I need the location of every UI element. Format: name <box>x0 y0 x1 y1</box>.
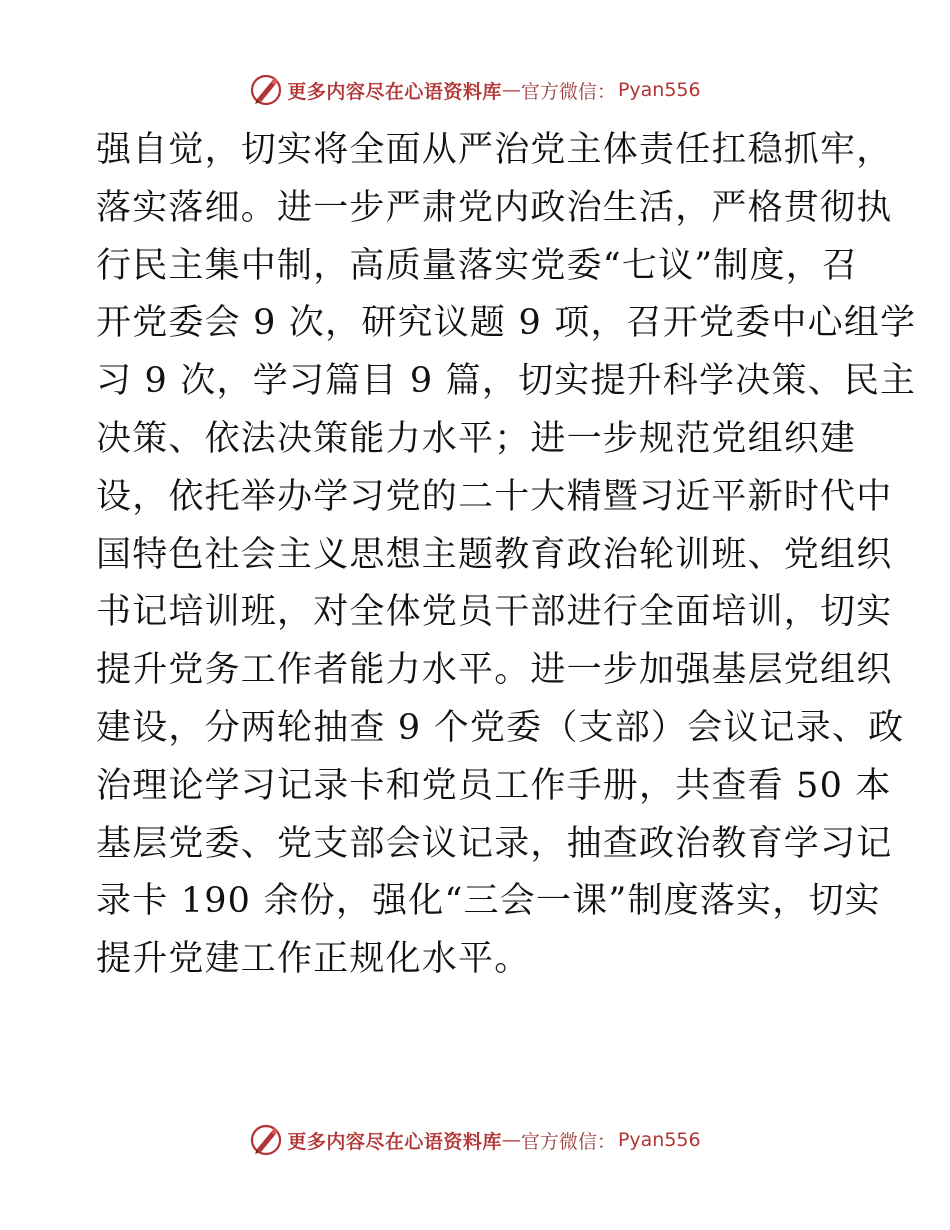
text-line: 习 9 次，学习篇目 9 篇，切实提升科学决策、民主 <box>96 361 917 402</box>
watermark-separator: — <box>501 1129 521 1151</box>
footer-watermark <box>0 1120 950 1160</box>
watermark-wechat-label: 官方微信： <box>520 80 616 103</box>
pen-logo-icon <box>249 73 283 107</box>
text-line: 基层党委、党支部会议记录，抽查政治教育学习记 <box>96 823 893 864</box>
pen-logo-icon <box>249 1123 283 1157</box>
text-line: 国特色社会主义思想主题教育政治轮训班、党组织 <box>96 534 893 575</box>
text-line: 强自觉，切实将全面从严治党主体责任扛稳抓牢， <box>96 130 893 170</box>
text-line: 录卡 190 余份，强化“三会一课”制度落实，切实 <box>96 881 881 922</box>
text-line: 书记培训班，对全体党员干部进行全面培训，切实 <box>96 592 893 633</box>
text-line: 设，依托举办学习党的二十大精暨习近平新时代中 <box>96 476 893 517</box>
watermark-wechat-id: Pyan556 <box>617 1129 701 1151</box>
header-watermark <box>0 70 950 110</box>
watermark-wechat-id: Pyan556 <box>617 79 701 101</box>
text-line: 提升党务工作者能力水平。进一步加强基层党组织 <box>96 650 893 691</box>
watermark-wechat-label: 官方微信： <box>520 1130 616 1153</box>
text-line: 提升党建工作正规化水平。 <box>96 939 531 980</box>
text-line: 治理论学习记录卡和党员工作手册，共查看 50 本 <box>96 765 892 806</box>
watermark-separator: — <box>501 79 521 101</box>
watermark-main-text: 更多内容尽在心语资料库 <box>287 80 502 103</box>
text-line: 落实落细。进一步严肃党内政治生活，严格贯彻执 <box>96 187 893 228</box>
text-line: 行民主集中制，高质量落实党委“七议”制度，召 <box>96 245 859 286</box>
text-line: 建设，分两轮抽查 9 个党委（支部）会议记录、政 <box>96 707 905 748</box>
watermark-main-text: 更多内容尽在心语资料库 <box>287 1130 502 1153</box>
text-line: 决策、依法决策能力水平；进一步规范党组织建 <box>96 418 857 459</box>
document-body <box>96 122 917 989</box>
text-line: 开党委会 9 次，研究议题 9 项，召开党委中心组学 <box>96 303 917 344</box>
